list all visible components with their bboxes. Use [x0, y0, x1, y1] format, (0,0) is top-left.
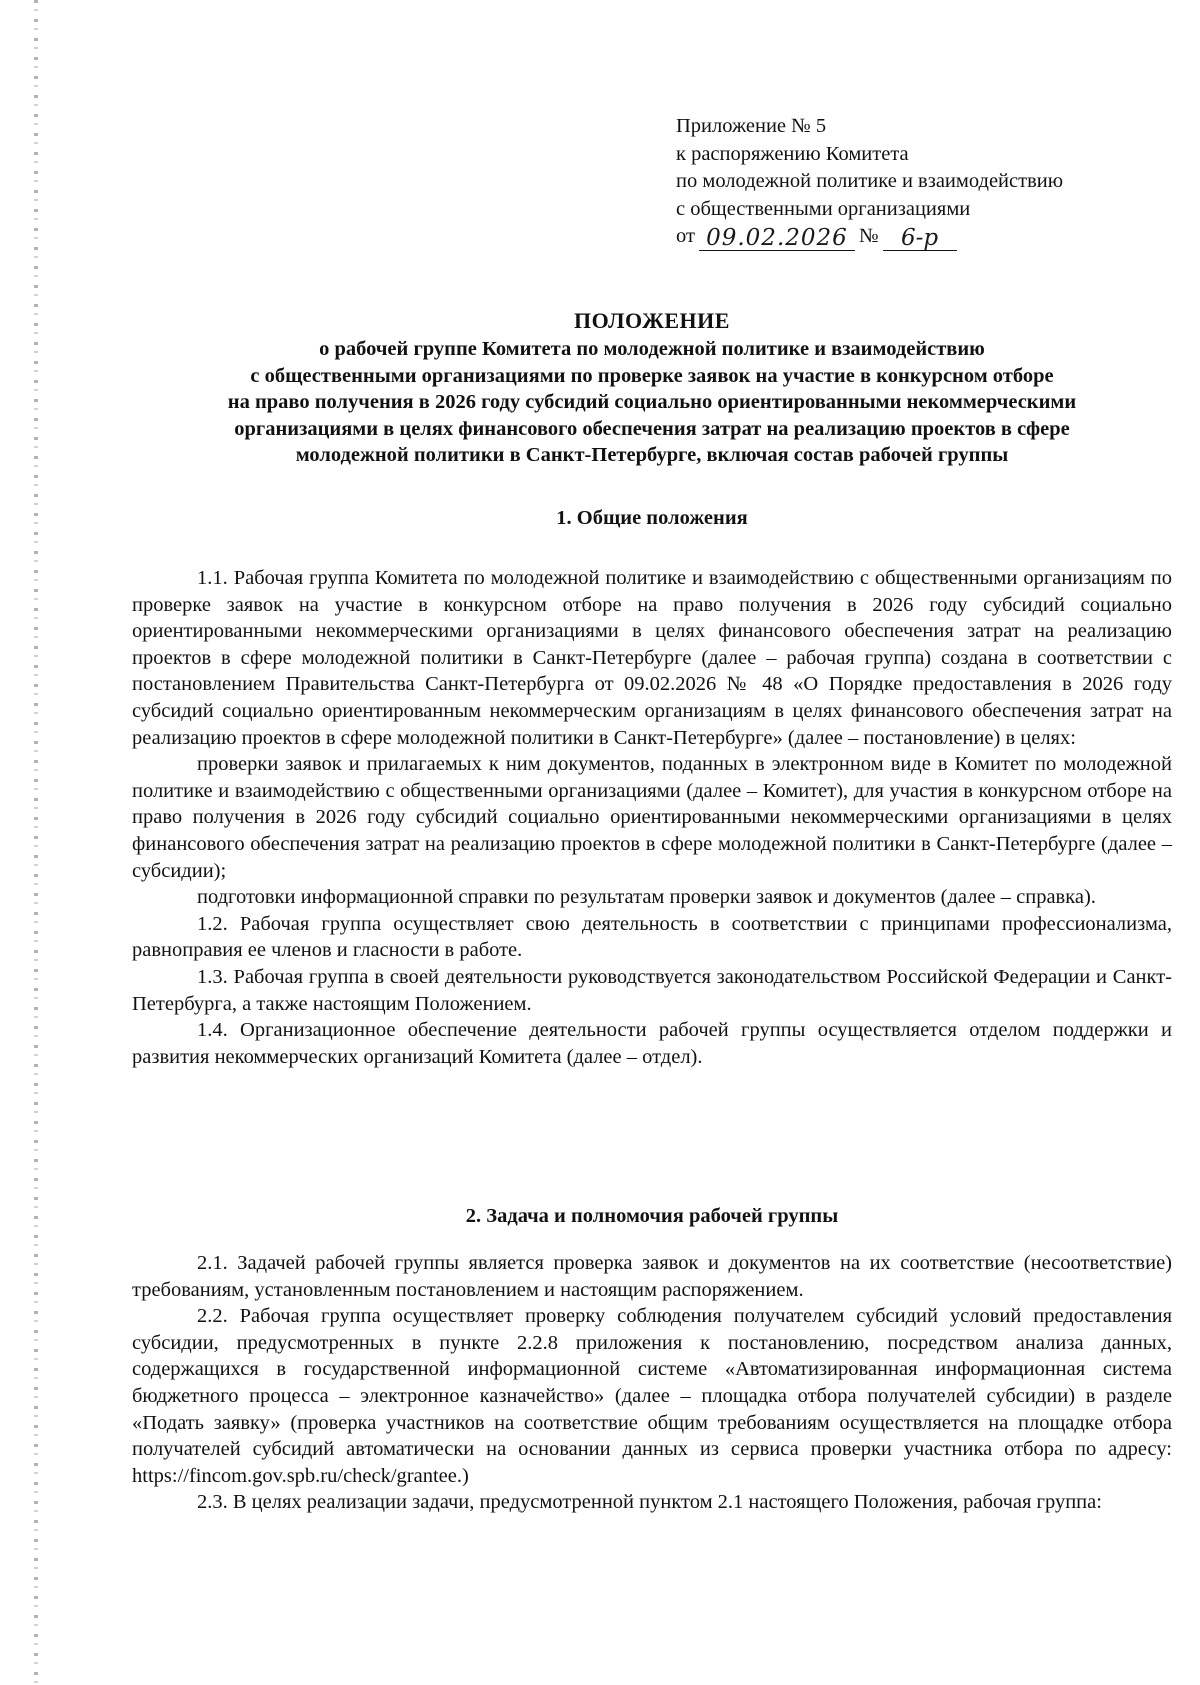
document-subtitle-line: организациями в целях финансового обеспечения затрат на реализацию проектов в сфере [234, 417, 1070, 440]
paragraph: проверки заявок и прилагаемых к ним документов, поданных в электронном виде в Комитет по молодежной политике и взаимодействию с общественными организациями (далее – Комитет), для участия в конкурсном отборе на право получения в 2026 году субсидий социально ориентированными некоммерческими организациями в целях финансового обеспечения затрат на реализацию проектов в сфере молодежной политики в Санкт-Петербурге (далее – субсидии); [132, 753, 1172, 882]
order-date-number-line [676, 223, 1176, 251]
paragraph: 1.3. Рабочая группа в своей деятельности руководствуется законодательством Российской Федерации и Санкт-Петербурга, а также настоящим Положением. [132, 965, 1172, 1015]
document-heading [132, 306, 1172, 469]
from-label: от [676, 225, 695, 247]
handwritten-date: 09.02.2026 [699, 226, 855, 251]
paragraph: 2.1. Задачей рабочей группы является проверка заявок и документов на их соответствие (несоответствие) требованиям, установленным постановлением и настоящим распоряжением. [132, 1252, 1172, 1301]
paragraph: 2.3. В целях реализации задачи, предусмотренной пунктом 2.1 настоящего Положения, рабочая группа: [197, 1491, 1102, 1514]
paragraph: 1.1. Рабочая группа Комитета по молодежной политике и взаимодействию с общественными организациям по проверке заявок на участие в конкурсном отборе на право получения в 2026 году субсидий социально ориентированными некоммерческими организациями в целях финансового обеспечения затрат на реализацию проектов в сфере молодежной политики в Санкт-Петербурге (далее – рабочая группа) создана в соответствии с постановлением Правительства Санкт-Петербурга от 09.02.2026 № 48 «О Порядке предоставления в 2026 году субсидий социально ориентированным некоммерческим организациям в целях финансового обеспечения затрат на реализацию проектов в сфере молодежной политики в Санкт-Петербурге» (далее – постановление) в целях: [132, 567, 1172, 749]
appendix-line: по молодежной политике и взаимодействию [676, 170, 1064, 192]
document-subtitle-line: молодежной политики в Санкт-Петербурге, включая состав рабочей группы [295, 444, 1009, 466]
appendix-header [676, 113, 1176, 251]
document-subtitle-line: на право получения в 2026 году субсидий социально ориентированными некоммерческими [227, 391, 1077, 413]
paragraph: 1.2. Рабочая группа осуществляет свою деятельность в соответствии с принципами профессионализма, равноправия ее членов и гласности в работе. [132, 912, 1172, 962]
number-label: № [858, 225, 879, 247]
document-subtitle-line: о рабочей группе Комитета по молодежной политике и взаимодействию [319, 338, 985, 360]
paragraph: 1.4. Организационное обеспечение деятельности рабочей группы осуществляется отделом поддержки и развития некоммерческих организаций Комитета (далее – отдел). [132, 1019, 1172, 1068]
section-2-body [132, 1250, 1172, 1516]
section-1-title: 1. Общие положения [556, 507, 748, 529]
handwritten-order-number: 6-р [883, 226, 957, 251]
document-subtitle-line: с общественными организациями по проверке заявок на участие в конкурсном отборе [250, 364, 1054, 387]
appendix-line: Приложение № 5 [676, 115, 827, 137]
section-1-body [132, 565, 1172, 1070]
scan-edge-marks [34, 0, 38, 1685]
section-2-title: 2. Задача и полномочия рабочей группы [465, 1205, 839, 1227]
paragraph: 2.2. Рабочая группа осуществляет проверку соблюдения получателем субсидий условий предоставления субсидии, предусмотренных в пункте 2.2.8 приложения к постановлению, посредством анализа данных, содержащихся в государственной информационной системе «Автоматизированная информационная система бюджетного процесса – электронное казначейство» (далее – площадка отбора получателей субсидии) в разделе «Подать заявку» (проверка участников на соответствие общим требованиям осуществляется на площадке отбора получателей субсидий автоматически на основании данных из сервиса проверки участника отбора по адресу: https://fincom.gov.spb.ru/check/grantee.) [132, 1305, 1172, 1487]
appendix-line: с общественными организациями [676, 197, 971, 220]
paragraph: подготовки информационной справки по результатам проверки заявок и документов (далее – справка). [197, 886, 1096, 909]
appendix-line: к распоряжению Комитета [676, 142, 909, 165]
document-title: ПОЛОЖЕНИЕ [574, 308, 730, 333]
